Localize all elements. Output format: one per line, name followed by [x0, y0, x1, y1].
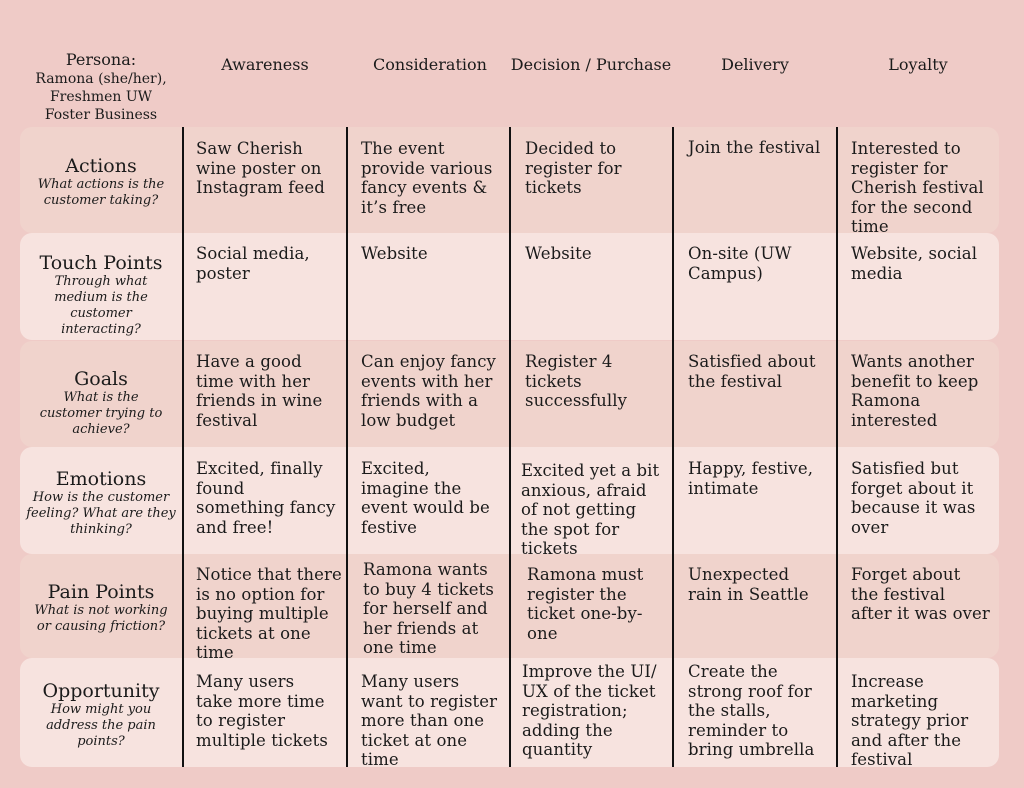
cell-opportunity-consideration: Many users want to register more than one ticket at one time: [361, 672, 498, 769]
row-question: What actions is the customer taking?: [37, 177, 165, 208]
row-question: What is not working or causing friction?: [34, 603, 168, 634]
cell-touch-points-loyalty: Website, social media: [851, 244, 978, 283]
cell-pain-points-consideration: Ramona wants to buy 4 tickets for herself and her friends at one time: [363, 560, 494, 657]
cell-emotions-delivery: Happy, festive, intimate: [688, 459, 814, 498]
stage-header-decision: Decision / Purchase: [510, 55, 672, 74]
cell-pain-points-awareness: Notice that there is no option for buying multiple tickets at one time: [196, 565, 342, 662]
persona-header: [20, 50, 182, 124]
row-label-emotions: [26, 468, 176, 538]
cell-goals-delivery: Satisfied about the festival: [688, 352, 816, 391]
row-label-pain-points: [26, 581, 176, 635]
column-divider: [672, 127, 674, 767]
row-title: Actions: [65, 155, 137, 177]
cell-touch-points-delivery: On-site (UW Campus): [688, 244, 792, 283]
cell-goals-awareness: Have a good time with her friends in wine festival: [196, 352, 323, 430]
cell-pain-points-decision: Ramona must register the ticket one-by-one: [527, 565, 644, 643]
column-divider: [346, 127, 348, 767]
cell-goals-loyalty: Wants another benefit to keep Ramona interested: [851, 352, 979, 430]
persona-line: Foster Business: [44, 107, 158, 123]
row-label-goals: [26, 368, 176, 438]
cell-pain-points-delivery: Unexpected rain in Seattle: [688, 565, 809, 604]
cell-actions-consideration: The event provide various fancy events & it’s free: [361, 139, 493, 217]
persona-title: Persona:: [65, 50, 137, 69]
row-label-opportunity: [26, 680, 176, 750]
row-title: Pain Points: [47, 581, 155, 603]
row-title: Opportunity: [42, 680, 160, 702]
row-question: What is the customer trying to achieve?: [39, 390, 163, 437]
row-title: Emotions: [55, 468, 147, 490]
cell-actions-decision: Decided to register for tickets: [525, 139, 622, 197]
cell-touch-points-consideration: Website: [361, 244, 428, 263]
column-divider: [509, 127, 511, 767]
cell-emotions-decision: Excited yet a bit anxious, afraid of not getting the spot for tickets: [521, 461, 660, 558]
cell-emotions-consideration: Excited, imagine the event would be festive: [361, 459, 490, 537]
stage-header-awareness: Awareness: [221, 55, 309, 74]
cell-touch-points-decision: Website: [525, 244, 592, 263]
cell-goals-decision: Register 4 tickets successfully: [525, 352, 628, 410]
row-question: Through what medium is the customer interacting?: [54, 274, 148, 337]
cell-touch-points-awareness: Social media, poster: [196, 244, 310, 283]
cell-emotions-awareness: Excited, finally found something fancy and free!: [196, 459, 336, 537]
cell-pain-points-loyalty: Forget about the festival after it was over: [851, 565, 990, 623]
persona-line: Freshmen UW: [49, 89, 153, 105]
stage-header-delivery: Delivery: [721, 55, 789, 74]
cell-goals-consideration: Can enjoy fancy events with her friends with a low budget: [361, 352, 496, 430]
cell-emotions-loyalty: Satisfied but forget about it because it was over: [851, 459, 976, 537]
row-label-touch-points: [26, 252, 176, 338]
cell-opportunity-decision: Improve the UI/ UX of the ticket registration; adding the quantity: [522, 662, 657, 759]
column-divider: [836, 127, 838, 767]
row-label-actions: [26, 155, 176, 209]
cell-actions-delivery: Join the festival: [688, 138, 821, 157]
stage-header-consideration: Consideration: [373, 55, 487, 74]
cell-opportunity-loyalty: Increase marketing strategy prior and after the festival: [851, 672, 969, 769]
column-divider: [182, 127, 184, 767]
row-title: Touch Points: [39, 252, 163, 274]
cell-actions-awareness: Saw Cherish wine poster on Instagram feed: [196, 139, 325, 197]
cell-actions-loyalty: Interested to register for Cherish festival for the second time: [851, 139, 984, 236]
persona-line: Ramona (she/her),: [35, 71, 167, 87]
row-question: How might you address the pain points?: [46, 702, 156, 749]
cell-opportunity-delivery: Create the strong roof for the stalls, reminder to bring umbrella: [688, 662, 815, 759]
row-title: Goals: [74, 368, 128, 390]
row-question: How is the customer feeling? What are they thinking?: [26, 490, 176, 537]
cell-opportunity-awareness: Many users take more time to register multiple tickets: [196, 672, 328, 750]
stage-header-loyalty: Loyalty: [888, 55, 948, 74]
